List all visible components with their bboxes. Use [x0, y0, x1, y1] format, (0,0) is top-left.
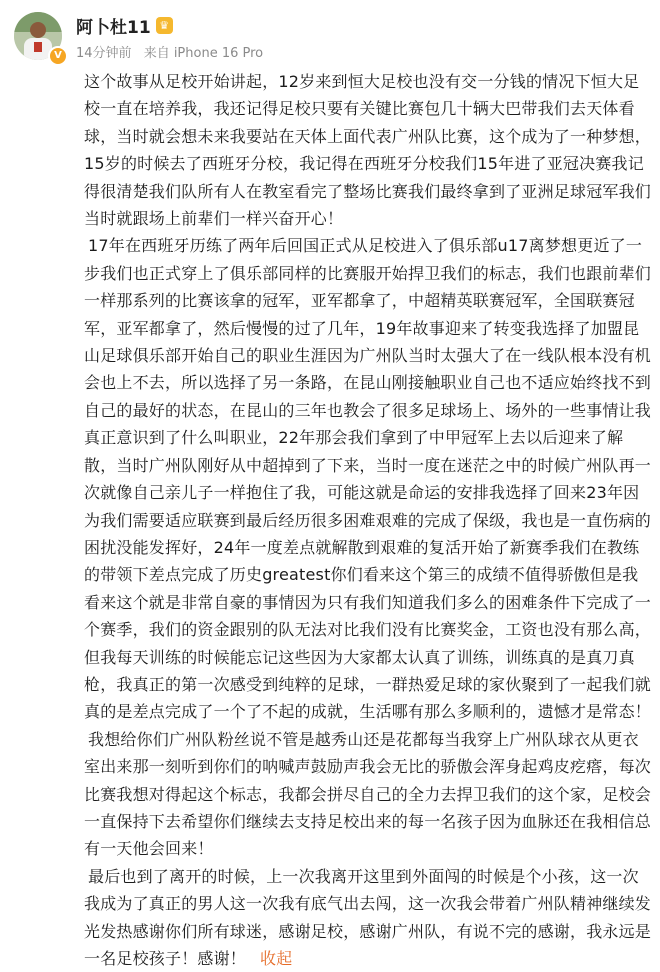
post-paragraph-4 — [84, 863, 652, 972]
post-source: 来自 iPhone 16 Pro — [143, 46, 264, 61]
post-paragraph-2: 17年在西班牙历练了两年后回国正式从足校进入了俱乐部u17离梦想更近了一步我们也正式穿上了俱乐部同样的比赛服开始捍卫我们的标志，我们也跟前辈们一样那系列的比赛该拿的冠军，亚军都拿了，中超精英联赛冠军，全国联赛冠军，亚军都拿了，然后慢慢的过了几年，19年故事迎来了转变我选择了加盟昆山足球俱乐部开始自己的职业生涯因为广州队当时太强大了在一线队根本没有机会也上不去，所以选择了另一条路，在昆山刚接触职业自己也不适应始终找不到自己的最好的状态，在昆山的三年也教会了很多足球场上、场外的一些事情让我真正意识到了什么叫职业，22年那会我们拿到了中甲冠军上去以后迎来了解散，当时广州队刚好从中超掉到了下来，当时一度在迷茫之中的时候广州队再一次就像自己亲儿子一样抱住了我，可能这就是命运的安排我选择了回来23年因为我们需要适应联赛到最后经历很多困难艰难的完成了保级，我也是一直伤病的困扰没能发挥好，24年一度差点就解散到艰难的复活开始了新赛季我们在教练的带领下差点完成了历史greatest你们看来这个第三的成绩不值得骄傲但是我看来这个就是非常自豪的事情因为只有我们知道我们多么的困难条件下完成了一个赛季，我们的资金跟别的队无法对比我们没有比赛奖金，工资也没有那么高，但我每天训练的时候能忘记这些因为大家都太认真了训练，训练真的是真刀真枪，我真正的第一次感受到纯粹的足球，一群热爱足球的家伙聚到了一起我们就真的是差点完成了一个了不起的成就，生活哪有那么多顺利的，遗憾才是常态！ — [84, 236, 652, 722]
post-paragraph-4-text: 最后也到了离开的时候，上一次我离开这里到外面闯的时候是个小孩，这一次我成为了真正的男人这一次我有底气出去闯，这一次我会带着广州队精神继续发光发热感谢你们所有球迷，感谢足校，感谢广州队，有说不完的感谢，我永远是一名足校孩子！感谢！ — [84, 866, 652, 968]
collapse-link[interactable]: 收起 — [260, 949, 293, 968]
verified-badge-icon: V — [48, 46, 68, 66]
post-paragraph-1: 这个故事从足校开始讲起，12岁来到恒大足校也没有交一分钱的情况下恒大足校一直在培养我，我还记得足校只要有关键比赛包几十辆大巴带我们去天体看球，当时就会想未来我要站在天体上面代表广州队比赛，这个成为了一种梦想，15岁的时候去了西班牙分校，我记得在西班牙分校我们15年进了亚冠决赛我记得很清楚我们队所有人在教室看完了整场比赛我们最终拿到了亚洲足球冠军我们当时就跟场上前辈们一样兴奋开心！ — [84, 72, 652, 229]
username[interactable]: 阿卜杜11 — [76, 18, 151, 38]
post-header — [0, 0, 660, 72]
name-row — [76, 13, 173, 38]
post-meta — [76, 42, 263, 61]
post-body — [84, 68, 652, 972]
post-paragraph-3: 我想给你们广州队粉丝说不管是越秀山还是花都每当我穿上广州队球衣从更衣室出来那一刻听到你们的呐喊声鼓励声我会无比的骄傲会浑身起鸡皮疙瘩，每次比赛我想对得起这个标志，我都会拼尽自己的全力去捍卫我们的这个家，足校会一直保持下去希望你们继续去支持足校出来的每一名孩子因为血脉还在我相信总有一天他会回来！ — [84, 729, 652, 859]
fan-level-icon[interactable]: ♛ — [156, 17, 173, 34]
post-time: 14分钟前 — [76, 46, 132, 61]
